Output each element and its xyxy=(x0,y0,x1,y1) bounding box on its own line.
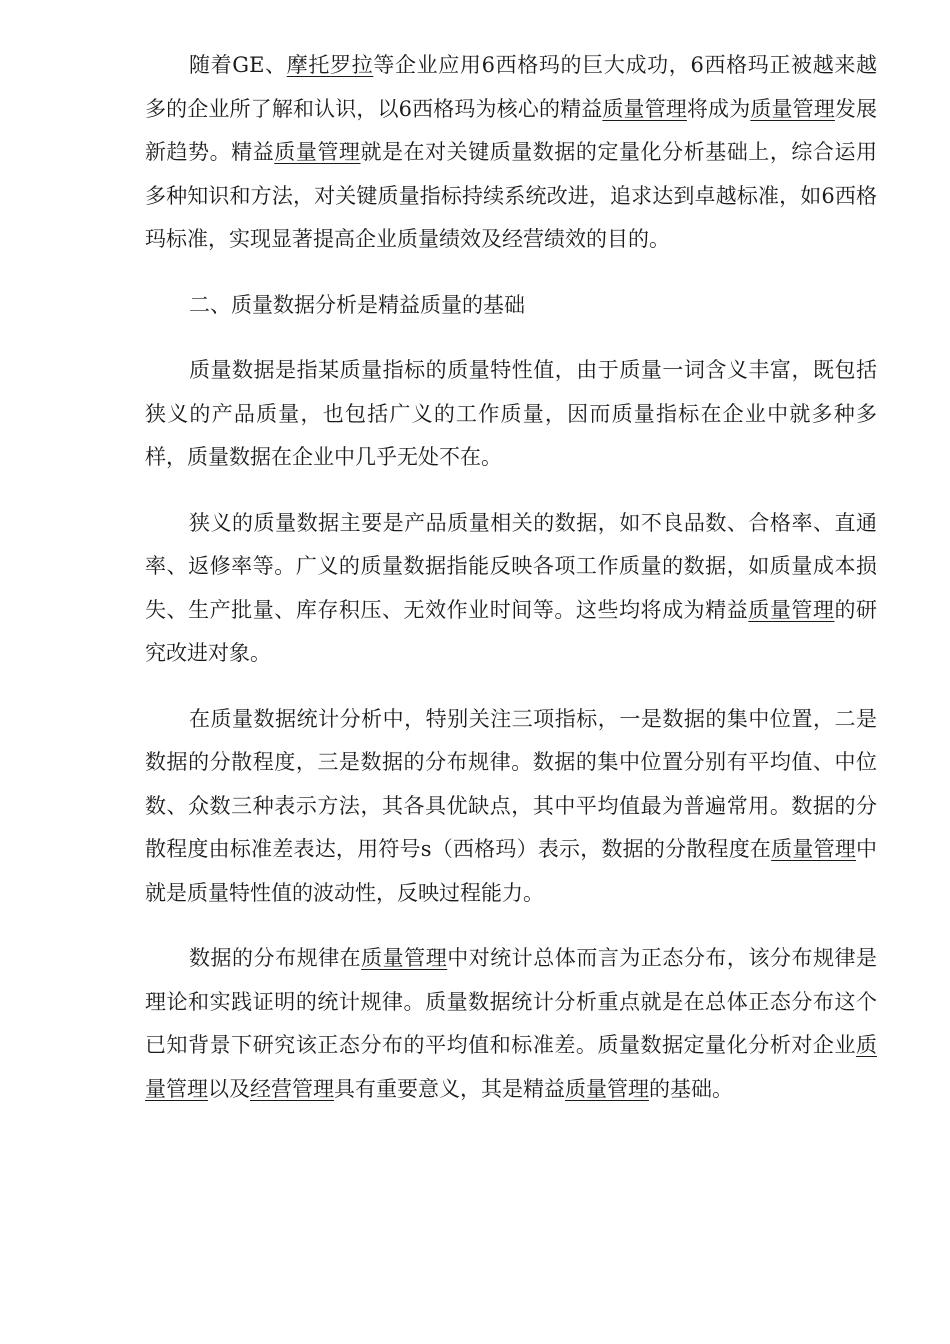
paragraph-4 xyxy=(145,502,877,676)
paragraph-3 xyxy=(145,349,877,480)
link-business-management[interactable]: 经营管理 xyxy=(250,1076,334,1101)
text-run: 将成为 xyxy=(686,96,751,121)
link-motorola[interactable]: 摩托罗拉 xyxy=(286,53,374,77)
link-quality-management[interactable]: 质量管理 xyxy=(748,597,835,622)
text-run: 随着GE、 xyxy=(189,53,287,77)
text-run: 等企业应用6西格玛的巨大成功，6西格玛正被越来越多的企业所了解和认识，以6西格玛为核心的精益 xyxy=(145,53,878,121)
text-run: 就是在对关键质量数据的定量化分析基础上，综合运用多种知识和方法，对关键质量指标持续系统改进，追求达到卓越标准，如6西格玛标准，实现显著提高企业质量绩效及经营绩效的目的。 xyxy=(145,140,878,251)
link-quality-management[interactable]: 质量管理 xyxy=(771,837,857,861)
text-run: 狭义的质量数据主要是产品质量相关的数据，如不良品数、合格率、直通率、返修率等。广义的质量数据指能反映各项工作质量的数据，如质量成本损失、生产批量、库存积压、无效作业时间等。这些均将成为精益 xyxy=(145,510,877,622)
text-run: 的基础。 xyxy=(649,1076,733,1101)
link-quality-management[interactable]: 质量管理 xyxy=(274,140,361,164)
text-run: 中对统计总体而言为正态分布，该分布规律是理论和实践证明的统计规律。质量数据统计分析重点就是在总体正态分布这个已知背景下研究该正态分布的平均值和标准差。质量数据定量化分析对企业 xyxy=(145,946,878,1057)
link-quality-management[interactable]: 质量管理 xyxy=(145,1033,877,1101)
heading-text: 二、质量数据分析是精益质量的基础 xyxy=(189,292,525,317)
text-run: 数据的分布规律在 xyxy=(189,946,362,970)
text-run: 的研究改进对象。 xyxy=(145,597,878,665)
text-run: 以及 xyxy=(208,1076,250,1101)
link-quality-management[interactable]: 质量管理 xyxy=(565,1076,649,1101)
text-run: 在质量数据统计分析中，特别关注三项指标，一是数据的集中位置，二是数据的分散程度，三是数据的分布规律。数据的集中位置分别有平均值、中位数、众数三种表示方法，其各具优缺点，其中平均值最为普遍常用。数据的分散程度由标准差表达，用符号s（西格玛）表示，数据的分散程度在 xyxy=(145,706,877,861)
text-run: 发展新趋势。精益 xyxy=(145,96,878,164)
text-run: 质量数据是指某质量指标的质量特性值，由于质量一词含义丰富，既包括狭义的产品质量，也包括广义的工作质量，因而质量指标在企业中就多种多样，质量数据在企业中几乎无处不在。 xyxy=(145,358,877,469)
text-run: 中就是质量特性值的波动性，反映过程能力。 xyxy=(145,837,878,905)
link-quality-management[interactable]: 质量管理 xyxy=(750,96,835,121)
link-quality-management[interactable]: 质量管理 xyxy=(361,946,448,970)
paragraph-6 xyxy=(145,937,877,1111)
paragraph-5 xyxy=(145,698,877,916)
section-heading xyxy=(145,284,877,328)
text-run: 具有重要意义，其是精益 xyxy=(334,1076,565,1101)
document-body xyxy=(145,44,877,1133)
link-quality-management[interactable]: 质量管理 xyxy=(602,96,687,121)
paragraph-1 xyxy=(145,44,877,262)
